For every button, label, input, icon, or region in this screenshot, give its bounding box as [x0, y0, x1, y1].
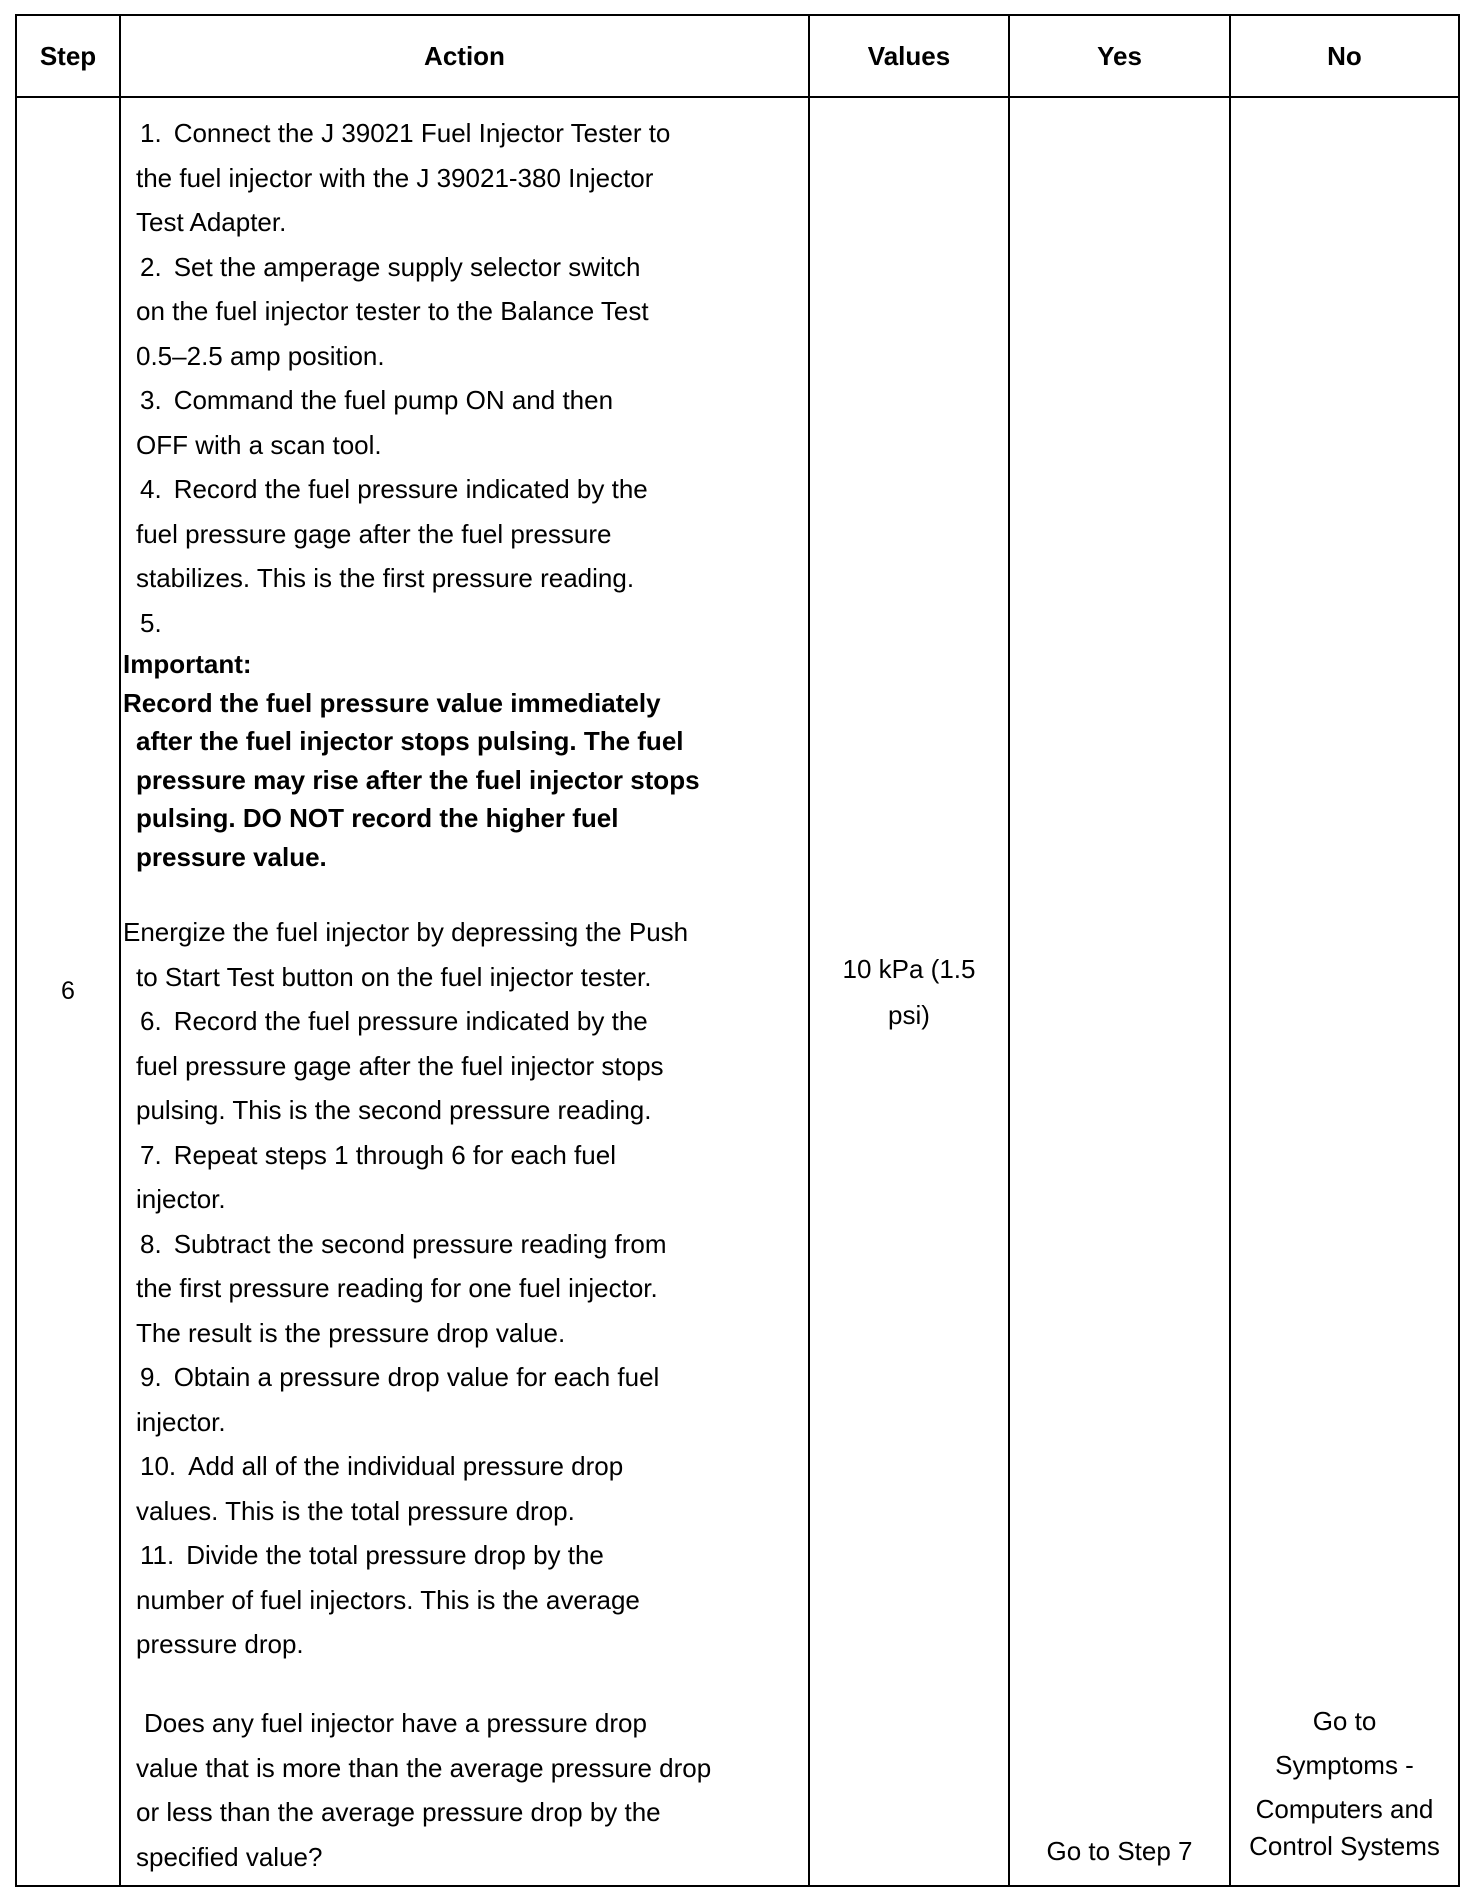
diagnostic-table: [15, 14, 1460, 1887]
table-row: [16, 97, 1459, 1886]
yes-cell: [1009, 97, 1230, 1886]
action-step-1: 1. Connect the J 39021 Fuel Injector Tester to the fuel injector with the J 39021-380 Injector Test Adapter.: [136, 118, 671, 237]
action-step-6: 6. Record the fuel pressure indicated by the fuel pressure gage after the fuel injector stops pulsing. This is the second pressure reading.: [136, 1006, 664, 1125]
energize-instruction: Energize the fuel injector by depressing the Push to Start Test button on the fuel injector tester.: [123, 917, 689, 992]
yes-goto-link: Go to Step 7: [1046, 1836, 1193, 1866]
spec-value-line-2: psi): [888, 999, 930, 1030]
header-step: Step: [16, 15, 120, 97]
action-step-8: 8. Subtract the second pressure reading from the first pressure reading for one fuel injector. The result is the pressure drop value.: [136, 1228, 667, 1348]
header-no: No: [1230, 15, 1459, 97]
action-step-7: 7. Repeat steps 1 through 6 for each fuel injector.: [136, 1139, 616, 1214]
action-step-5: 5.: [140, 607, 162, 638]
no-goto-link: Go to Symptoms - Computers and Control Systems: [1249, 1706, 1440, 1861]
action-step-11: 11. Divide the total pressure drop by the number of fuel injectors. This is the average pressure drop.: [136, 1540, 640, 1659]
action-step-4: 4. Record the fuel pressure indicated by the fuel pressure gage after the fuel pressure stabilizes. This is the first pressure reading.: [136, 474, 648, 593]
header-values: Values: [809, 15, 1009, 97]
action-step-2: 2. Set the amperage supply selector switch on the fuel injector tester to the Balance Test 0.5–2.5 amp position.: [136, 251, 649, 371]
header-action: Action: [120, 15, 809, 97]
spec-value-line-1: 10 kPa (1.5: [842, 953, 976, 984]
action-step-10: 10. Add all of the individual pressure drop values. This is the total pressure drop.: [136, 1451, 624, 1526]
action-step-3: 3. Command the fuel pump ON and then OFF with a scan tool.: [136, 385, 614, 460]
step-number: 6: [16, 97, 120, 1886]
no-cell: [1230, 97, 1459, 1886]
action-step-9: 9. Obtain a pressure drop value for each fuel injector.: [136, 1362, 660, 1437]
important-note: Important: Record the fuel pressure value immediately after the fuel injector stops pulsing. The fuel pressure may rise after the fuel injector stops pulsing. DO NOT record the higher fuel pressure value.: [121, 645, 808, 876]
important-label: Important:: [123, 649, 252, 679]
header-row: [16, 15, 1459, 97]
header-yes: Yes: [1009, 15, 1230, 97]
action-cell: [120, 97, 809, 1886]
values-cell: [809, 97, 1009, 1886]
decision-question: Does any fuel injector have a pressure drop value that is more than the average pressure drop or less than the average pressure drop by the specified value?: [136, 1708, 712, 1872]
